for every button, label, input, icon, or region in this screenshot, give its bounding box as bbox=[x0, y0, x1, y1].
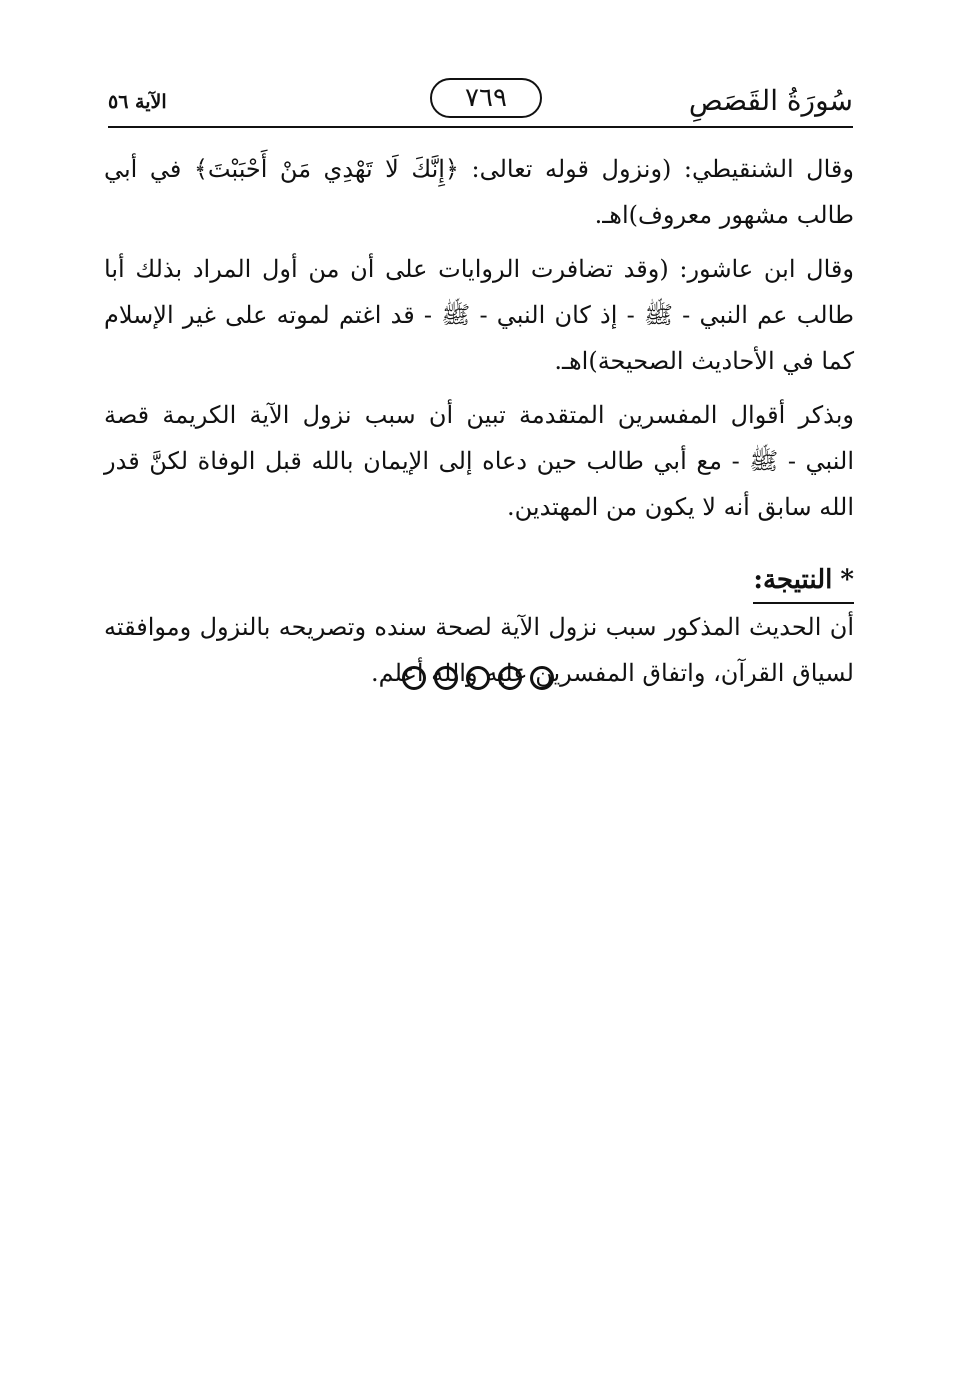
ring-icon bbox=[530, 666, 554, 690]
paragraph-ibn-ashur: وقال ابن عاشور: (وقد تضافرت الروايات على أن من أول المراد بذلك أبا طالب عم النبي - ﷺ - إذ كان النبي - ﷺ - قد اغتم لموته على غير الإسلام كما في الأحاديث الصحيحة)اهـ. bbox=[104, 255, 854, 375]
ring-icon bbox=[498, 666, 522, 690]
section-divider bbox=[0, 666, 955, 694]
paragraph-summary: وبذكر أقوال المفسرين المتقدمة تبين أن سبب نزول الآية الكريمة قصة النبي - ﷺ - مع أبي طالب حين دعاه إلى الإيمان بالله قبل الوفاة لكنَّ قدر الله سابق أنه لا يكون من المهتدين. bbox=[104, 401, 855, 521]
paragraph-shanqiti: وقال الشنقيطي: (ونزول قوله تعالى: ﴿إِنَّكَ لَا تَهْدِي مَنْ أَحْبَبْتَ﴾ في أبي طالب مشهور معروف)اهـ. bbox=[104, 155, 854, 229]
page-number-frame bbox=[430, 78, 542, 118]
surah-name: سُورَةُ القَصَصِ bbox=[688, 84, 853, 117]
page-header bbox=[108, 78, 853, 124]
ring-icon bbox=[434, 666, 458, 690]
result-paragraph: أن الحديث المذكور سبب نزول الآية لصحة سنده وتصريحه بالنزول وموافقته لسياق القرآن، واتفاق المفسرين عليه والله أعلم. bbox=[104, 613, 854, 687]
header-rule bbox=[108, 126, 853, 128]
page-number: ٧٦٩ bbox=[465, 83, 507, 113]
ring-icon bbox=[466, 666, 490, 690]
asterisk-icon: * bbox=[840, 565, 854, 595]
result-heading-label: النتيجة: bbox=[753, 565, 833, 595]
result-heading bbox=[753, 560, 854, 604]
ayah-reference: الآية ٥٦ bbox=[108, 91, 167, 113]
ring-icon bbox=[402, 666, 426, 690]
body-text bbox=[104, 146, 854, 704]
